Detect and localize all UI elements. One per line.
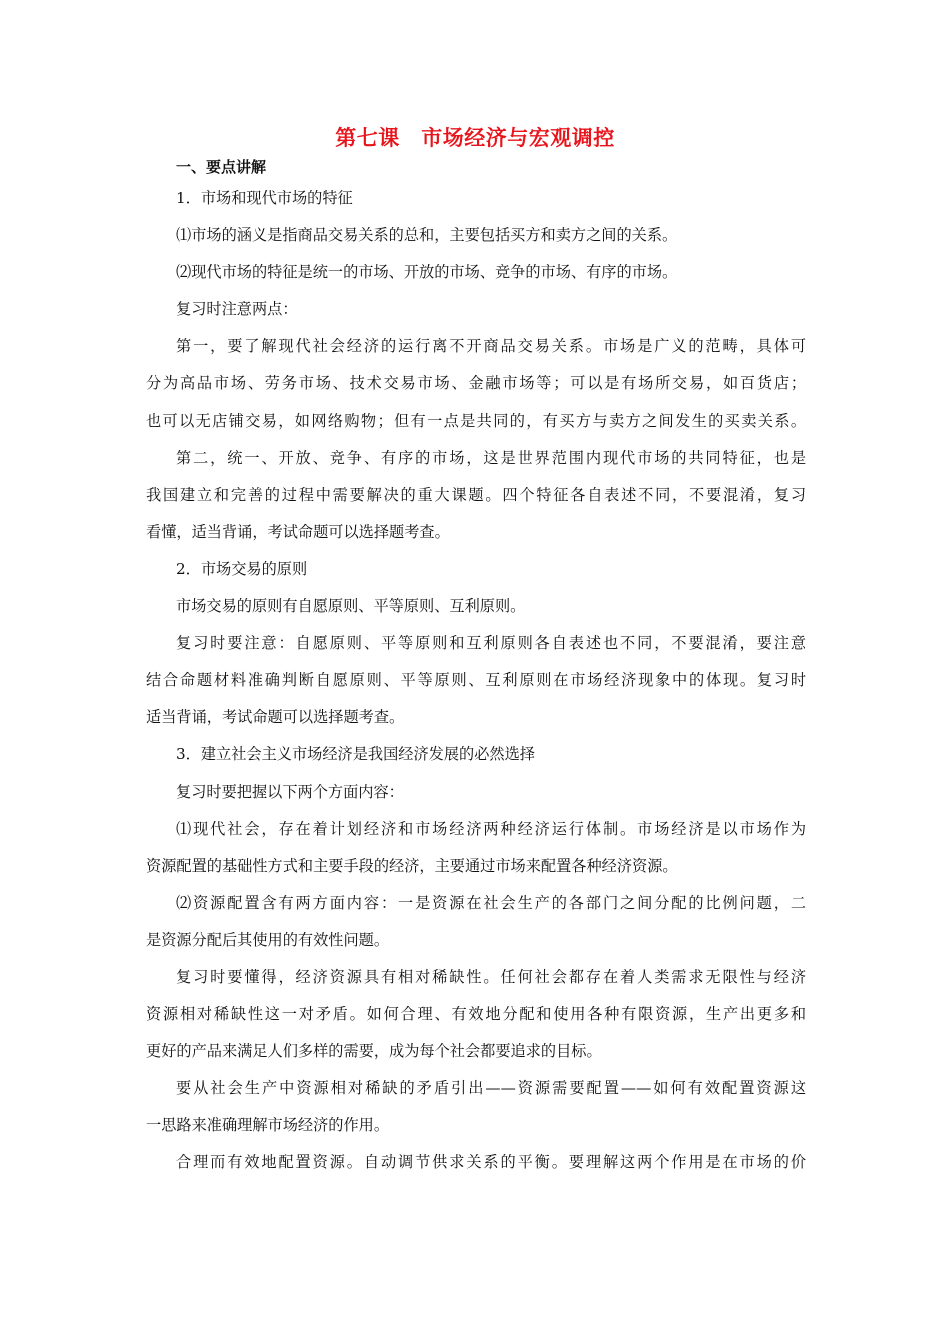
text-line: ⑵现代市场的特征是统一的市场、开放的市场、竞争的市场、有序的市场。: [176, 263, 678, 282]
text-line: 看懂，适当背诵，考试命题可以选择题考查。: [146, 522, 450, 541]
text-line: 分为高品市场、劳务市场、技术交易市场、金融市场等；可以是有场所交易，如百货店；: [146, 374, 806, 393]
text-line: 适当背诵，考试命题可以选择题考查。: [146, 708, 405, 727]
text-line: 复习时要把握以下两个方面内容：: [176, 782, 404, 801]
text-line: 市场交易的原则有自愿原则、平等原则、互利原则。: [176, 597, 526, 616]
text-line: 我国建立和完善的过程中需要解决的重大课题。四个特征各自表述不同，不要混淆，复习: [146, 485, 806, 504]
section-heading: 一、要点讲解: [176, 158, 267, 176]
text-line: 复习时要注意：自愿原则、平等原则和互利原则各自表述也不同，不要混淆，要注意: [176, 634, 806, 653]
text-line: 要从社会生产中资源相对稀缺的矛盾引出——资源需要配置——如何有效配置资源这: [176, 1079, 806, 1098]
text-line: 第二，统一、开放、竞争、有序的市场，这是世界范围内现代市场的共同特征，也是: [176, 448, 806, 467]
document-body: [146, 186, 806, 1188]
text-line: ⑴市场的涵义是指商品交易关系的总和，主要包括买方和卖方之间的关系。: [176, 226, 678, 245]
text-line: 也可以无店铺交易，如网络购物；但有一点是共同的，有买方与卖方之间发生的买卖关系。: [146, 411, 806, 430]
document-title: 第七课 市场经济与宏观调控: [335, 125, 615, 150]
text-line: 是资源分配后其使用的有效性问题。: [146, 930, 389, 949]
text-line: 复习时要懂得，经济资源具有相对稀缺性。任何社会都存在着人类需求无限性与经济: [176, 967, 806, 986]
text-line: ⑵资源配置含有两方面内容：一是资源在社会生产的各部门之间分配的比例问题，二: [176, 893, 806, 912]
text-line: ⑴现代社会，存在着计划经济和市场经济两种经济运行体制。市场经济是以市场作为: [176, 819, 806, 838]
text-line: 资源配置的基础性方式和主要手段的经济，主要通过市场来配置各种经济资源。: [146, 856, 678, 875]
text-line: 更好的产品来满足人们多样的需要，成为每个社会都要追求的目标。: [146, 1042, 602, 1061]
text-line: 资源相对稀缺性这一对矛盾。如何合理、有效地分配和使用各种有限资源，生产出更多和: [146, 1005, 806, 1024]
text-line: 3．建立社会主义市场经济是我国经济发展的必然选择: [176, 745, 535, 764]
text-line: 结合命题材料准确判断自愿原则、平等原则、互利原则在市场经济现象中的体现。复习时: [146, 671, 806, 690]
text-line: 1．市场和现代市场的特征: [176, 189, 353, 207]
text-line: 复习时注意两点：: [176, 300, 298, 319]
text-line: 第一，要了解现代社会经济的运行离不开商品交易关系。市场是广义的范畴，具体可: [176, 337, 806, 356]
text-line: 2．市场交易的原则: [176, 559, 308, 578]
text-line: 一思路来准确理解市场经济的作用。: [146, 1116, 389, 1135]
text-line: 合理而有效地配置资源。自动调节供求关系的平衡。要理解这两个作用是在市场的价: [176, 1153, 806, 1172]
